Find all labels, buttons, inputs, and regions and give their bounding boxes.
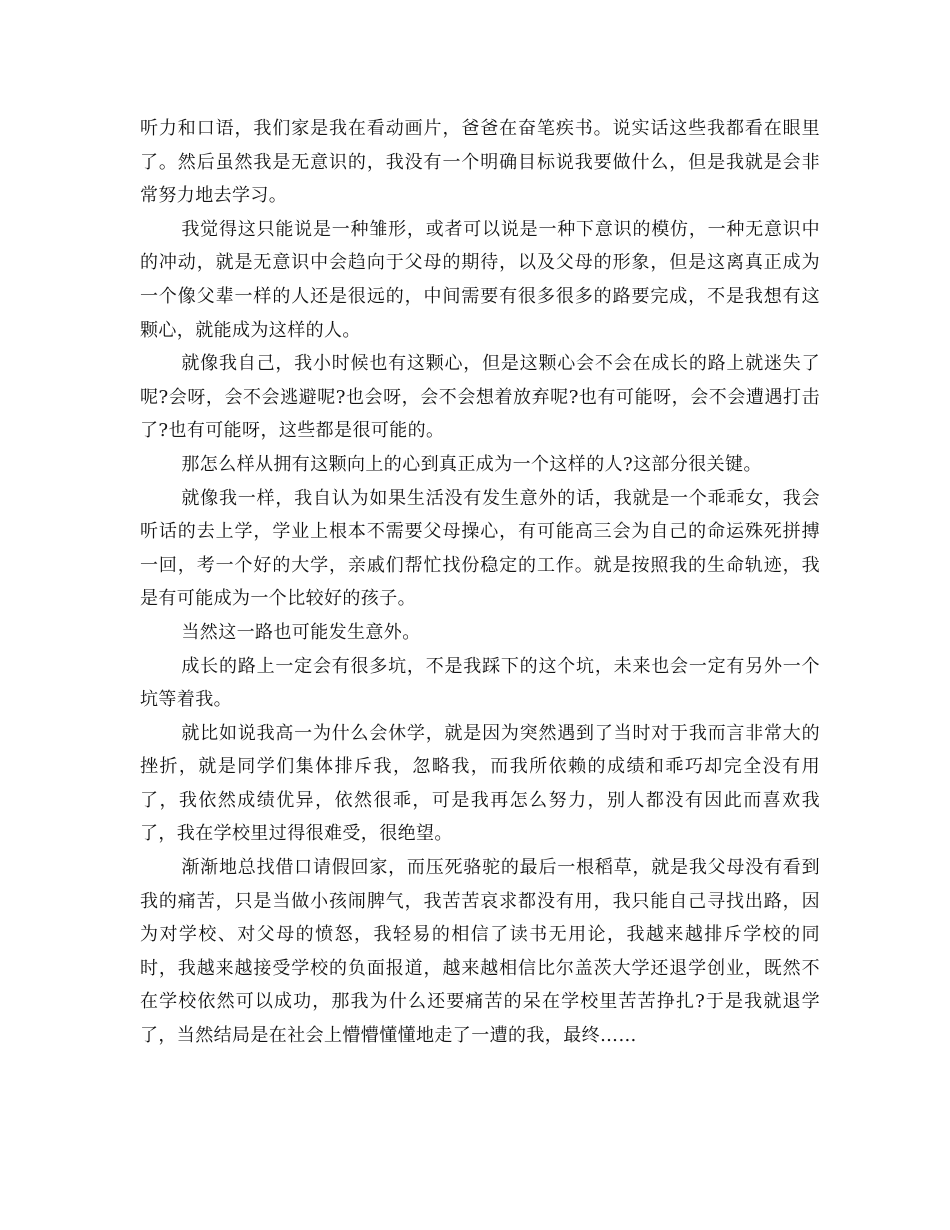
paragraph-4: 那怎么样从拥有这颗向上的心到真正成为一个这样的人?这部分很关键。 (181, 453, 762, 475)
paragraph-6: 当然这一路也可能发生意外。 (181, 621, 421, 643)
paragraph-2: 我觉得这只能说是一种雏形，或者可以说是一种下意识的模仿，一种无意识中的冲动，就是无意识中会趋向于父母的期待，以及父母的形象，但是这离真正成为一个像父辈一样的人还是很远的，中间需要有很多很多的路要完成，不是我想有这颗心，就能成为这样的人。 (140, 218, 820, 341)
paragraph-8: 就比如说我高一为什么会休学，就是因为突然遇到了当时对于我而言非常大的挫折，就是同学们集体排斥我，忽略我，而我所依赖的成绩和乖巧却完全没有用了，我依然成绩优异，依然很乖，可是我再怎么努力，别人都没有因此而喜欢我了，我在学校里过得很难受，很绝望。 (140, 722, 820, 845)
paragraph-9: 渐渐地总找借口请假回家，而压死骆驼的最后一根稻草，就是我父母没有看到我的痛苦，只是当做小孩闹脾气，我苦苦哀求都没有用，我只能自己寻找出路，因为对学校、对父母的愤怒，我轻易的相信了读书无用论，我越来越排斥学校的同时，我越来越接受学校的负面报道，越来越相信比尔盖茨大学还退学创业，既然不在学校依然可以成功，那我为什么还要痛苦的呆在学校里苦苦挣扎?于是我就退学了，当然结局是在社会上懵懵懂懂地走了一遭的我，最终…… (140, 857, 820, 1047)
document-body (140, 112, 820, 1053)
paragraph-5: 就像我一样，我自认为如果生活没有发生意外的话，我就是一个乖乖女，我会听话的去上学，学业上根本不需要父母操心，有可能高三会为自己的命运殊死拼搏一回，考一个好的大学，亲戚们帮忙找份稳定的工作。就是按照我的生命轨迹，我是有可能成为一个比较好的孩子。 (140, 487, 820, 610)
paragraph-1: 听力和口语，我们家是我在看动画片，爸爸在奋笔疾书。说实话这些我都看在眼里了。然后虽然我是无意识的，我没有一个明确目标说我要做什么，但是我就是会非常努力地去学习。 (140, 118, 820, 207)
paragraph-7: 成长的路上一定会有很多坑，不是我踩下的这个坑，未来也会一定有另外一个坑等着我。 (140, 655, 820, 711)
paragraph-3: 就像我自己，我小时候也有这颗心，但是这颗心会不会在成长的路上就迷失了呢?会呀，会不会逃避呢?也会呀，会不会想着放弃呢?也有可能呀，会不会遭遇打击了?也有可能呀，这些都是很可能的。 (140, 353, 820, 442)
